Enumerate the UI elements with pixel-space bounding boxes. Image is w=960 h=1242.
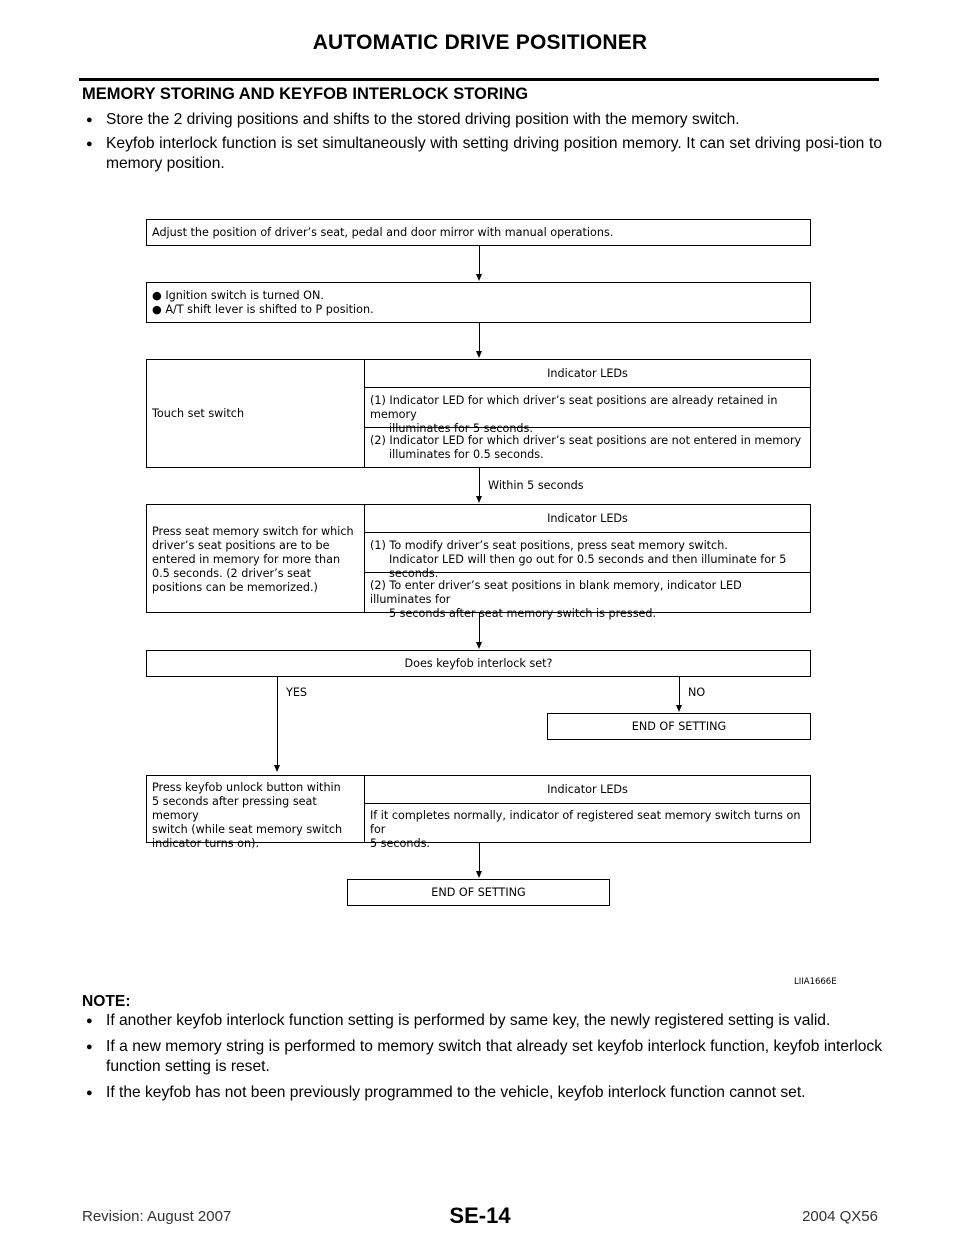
note-bullet-list [82, 1011, 882, 1107]
intro-bullet: ● Keyfob interlock function is set simultaneously with setting driving position memory. It can set driving posi-tion to memory position. [86, 135, 882, 172]
no-label: NO [688, 686, 706, 699]
arrow-down-icon [274, 765, 280, 772]
flow-step-press-keyfob: Press keyfob unlock button within 5 seconds after pressing seat memory switch (while seat memory switch indicator turns on). Indicator LEDs If it completes normally, indicator of registered seat memory switch turns on for 5 seconds. [146, 775, 811, 843]
arrow-down-icon [676, 705, 682, 712]
flow-connector [479, 468, 480, 496]
section-title: MEMORY STORING AND KEYFOB INTERLOCK STORING [82, 85, 529, 103]
figure-code: LIIA1666E [794, 977, 837, 987]
flow-step-press-seat-memory: Press seat memory switch for which driver’s seat positions are to be entered in memory for more than 0.5 seconds. (2 driver’s seat positions can be memorized.) Indicator LEDs (1) To modify driver’s seat positions, press seat memory switch. Indicator LED will then go out for 0.5 seconds and then illuminate for 5 seconds. (2) To enter driver’s seat positions in blank memory, indicator LED illuminates for 5 seconds after seat memory switch is pressed. [146, 504, 811, 613]
flow-step-ignition: ● Ignition switch is turned ON. ● A/T shift lever is shifted to P position. [146, 282, 811, 323]
within-5-seconds-label: Within 5 seconds [488, 479, 584, 492]
page-header-title: AUTOMATIC DRIVE POSITIONER [312, 31, 648, 54]
flow-connector [479, 323, 480, 351]
arrow-down-icon [476, 351, 482, 358]
footer-revision: Revision: August 2007 [82, 1208, 232, 1225]
flow-connector [479, 843, 480, 871]
note-label: NOTE: [82, 993, 131, 1010]
footer-page-number: SE-14 [449, 1203, 511, 1228]
note-bullet: ● If another keyfob interlock function setting is performed by same key, the newly registered setting is valid. [86, 1012, 831, 1029]
footer-model: 2004 QX56 [802, 1208, 878, 1225]
flow-step-adjust-position: Adjust the position of driver’s seat, pedal and door mirror with manual operations. [146, 219, 811, 246]
note-bullet: ● If the keyfob has not been previously programmed to the vehicle, keyfob interlock function cannot set. [86, 1084, 806, 1101]
flow-end-no: END OF SETTING [547, 713, 811, 740]
flow-end-final: END OF SETTING [347, 879, 610, 906]
flow-connector-yes [277, 677, 278, 765]
arrow-down-icon [476, 642, 482, 649]
arrow-down-icon [476, 496, 482, 503]
flow-connector-no [679, 677, 680, 705]
note-bullet: ● If a new memory string is performed to memory switch that already set keyfob interlock function, keyfob interlock function setting is reset. [86, 1038, 882, 1075]
flow-connector [479, 246, 480, 274]
flow-decision-keyfob: Does keyfob interlock set? [146, 650, 811, 677]
arrow-down-icon [476, 274, 482, 281]
intro-bullet: ● Store the 2 driving positions and shifts to the stored driving position with the memory switch. [86, 111, 740, 128]
yes-label: YES [286, 686, 308, 699]
flow-step-touch-set-switch: Touch set switch Indicator LEDs (1) Indicator LED for which driver’s seat positions are already retained in memory illuminates for 5 seconds. (2) Indicator LED for which driver’s seat positions are not entered in memory illuminates for 0.5 seconds. [146, 359, 811, 468]
arrow-down-icon [476, 871, 482, 878]
flow-connector [479, 613, 480, 642]
